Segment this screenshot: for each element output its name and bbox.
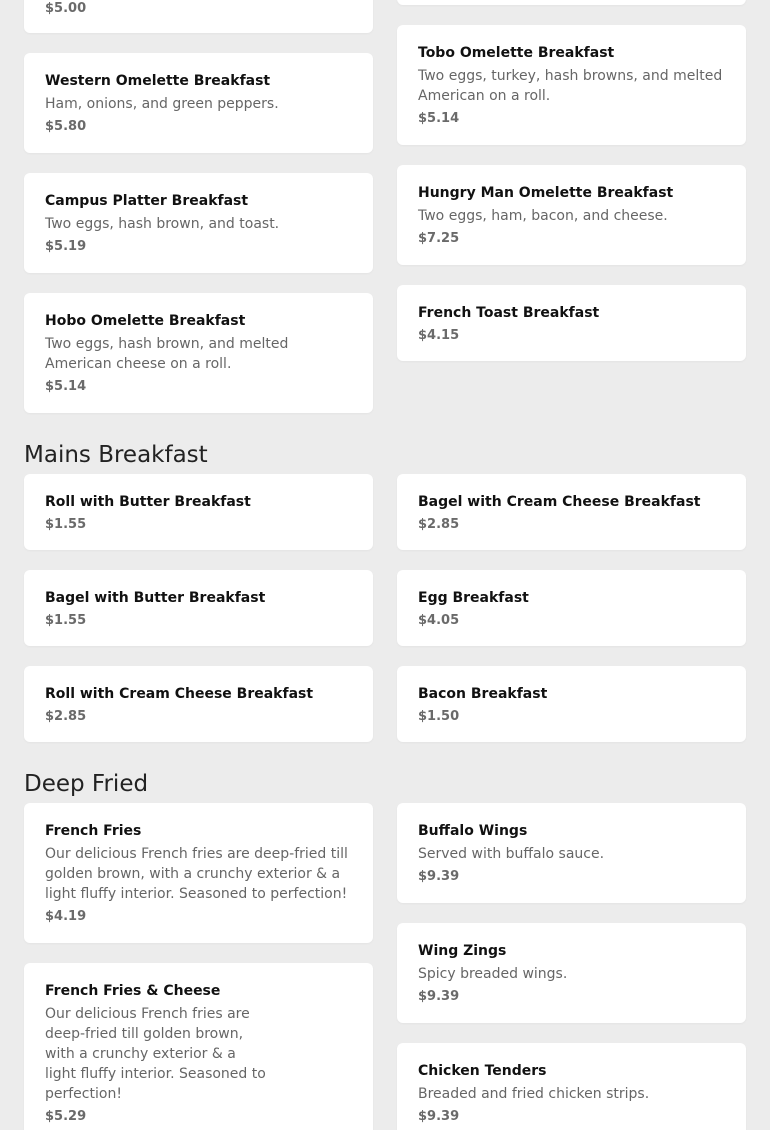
item-description: Breaded and fried chicken strips. [418,1086,650,1102]
item-description: Ham, onions, and green peppers. [45,96,279,112]
item-name: Chicken Tenders [418,1063,547,1079]
menu-item-card[interactable] [397,570,746,646]
item-description: Two eggs, turkey, hash browns, and melted American on a roll. [418,68,723,104]
item-price: $7.25 [418,231,460,246]
menu-item-card[interactable] [397,923,746,1023]
item-description: Two eggs, ham, bacon, and cheese. [418,208,668,224]
item-name: Bagel with Cream Cheese Breakfast [418,494,701,510]
item-price: $1.55 [45,517,87,532]
item-name: Wing Zings [418,943,507,959]
item-name: Bacon Breakfast [418,686,548,702]
item-name: Hungry Man Omelette Breakfast [418,185,674,201]
menu-item-card[interactable] [397,285,746,361]
item-name: Campus Platter Breakfast [45,193,249,209]
item-name: Egg Breakfast [418,590,529,606]
item-name: Roll with Cream Cheese Breakfast [45,686,314,702]
item-description: Two eggs, hash brown, and melted American cheese on a roll. [45,336,289,372]
item-price: $5.29 [45,1109,87,1124]
item-name: Buffalo Wings [418,823,528,839]
item-price: $4.05 [418,613,460,628]
item-name: French Toast Breakfast [418,305,600,321]
menu-item-card[interactable] [24,0,373,33]
menu-item-card-partial[interactable] [397,0,746,5]
item-name: Western Omelette Breakfast [45,73,271,89]
menu-item-card[interactable] [24,474,373,550]
item-price: $4.15 [418,328,460,343]
item-price: $9.39 [418,989,460,1004]
item-price: $9.39 [418,1109,460,1124]
menu-item-card[interactable] [24,570,373,646]
item-name: Hobo Omelette Breakfast [45,313,246,329]
item-name: French Fries [45,823,142,839]
item-name: Bagel with Butter Breakfast [45,590,266,606]
menu-item-card[interactable] [24,293,373,413]
menu-item-card[interactable] [397,666,746,742]
section-title-deep-fried: Deep Fried [24,771,149,797]
menu-item-card[interactable] [24,53,373,153]
menu-item-card[interactable] [24,963,373,1130]
item-description: Our delicious French fries are deep-fried till golden brown, with a crunchy exterior & a light fluffy interior. Seasoned to perfection! [45,1006,266,1102]
menu-item-card[interactable] [397,803,746,903]
item-name: Tobo Omelette Breakfast [418,45,615,61]
item-price: $2.85 [45,709,87,724]
item-price: $5.14 [418,111,460,126]
section-title-mains: Mains Breakfast [24,442,208,468]
menu-item-card[interactable] [24,173,373,273]
menu-item-card[interactable] [397,474,746,550]
item-description: Served with buffalo sauce. [418,846,605,862]
item-price: $5.00 [45,1,87,16]
item-description: Two eggs, hash brown, and toast. [45,216,280,232]
menu-item-card[interactable] [397,25,746,145]
menu-item-card[interactable] [24,666,373,742]
item-price: $1.50 [418,709,460,724]
item-price: $5.14 [45,379,87,394]
menu-item-card[interactable] [24,803,373,943]
item-description: Our delicious French fries are deep-fried till golden brown, with a crunchy exterior & a light fluffy interior. Seasoned to perfection! [45,846,348,902]
item-price: $4.19 [45,909,87,924]
item-price: $1.55 [45,613,87,628]
item-price: $9.39 [418,869,460,884]
item-name: French Fries & Cheese [45,983,221,999]
menu-item-card[interactable] [397,165,746,265]
item-price: $2.85 [418,517,460,532]
menu-item-card[interactable] [397,1043,746,1130]
item-description: Spicy breaded wings. [418,966,568,982]
item-price: $5.19 [45,239,87,254]
item-price: $5.80 [45,119,87,134]
item-name: Roll with Butter Breakfast [45,494,251,510]
